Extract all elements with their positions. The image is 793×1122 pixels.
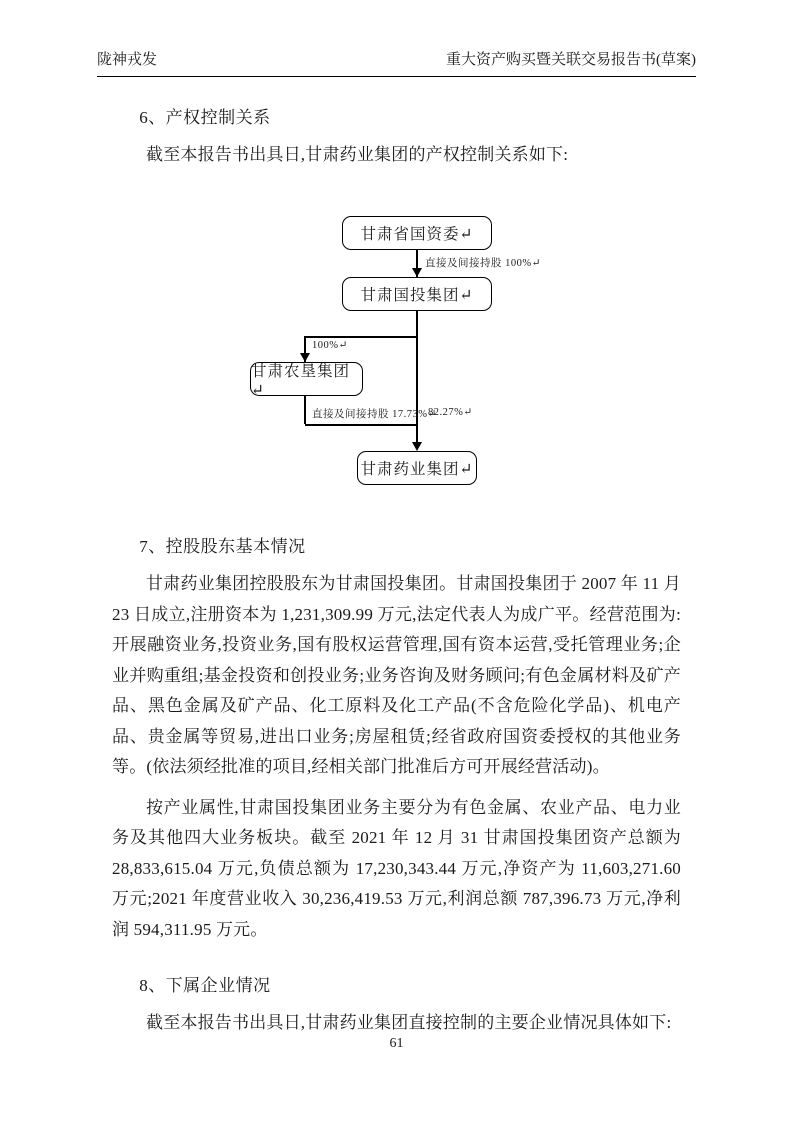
equity-control-diagram bbox=[112, 170, 681, 506]
header-company-name: 陇神戎发 bbox=[97, 52, 158, 68]
page-number: 61 bbox=[389, 1036, 404, 1051]
diagram-node-gansu-guotou: 甘肃国投集团↵ bbox=[342, 277, 492, 311]
header-report-title: 重大资产购买暨关联交易报告书(草案) bbox=[446, 52, 696, 68]
edge-label-17.73pct-direct-indirect: 直接及间接持股 17.73%↵ bbox=[312, 409, 437, 421]
diagram-node-gansu-yaoye: 甘肃药业集团↵ bbox=[357, 451, 477, 485]
connector-branch-top bbox=[305, 336, 417, 338]
page-header bbox=[97, 48, 696, 77]
section-6-heading: 6、产权控制关系 bbox=[139, 108, 271, 127]
connector-guotou-to-yaoye bbox=[416, 311, 418, 442]
edge-label-82.27pct: 82.27%↵ bbox=[428, 407, 473, 419]
section-7-paragraph-1: 甘肃药业集团控股股东为甘肃国投集团。甘肃国投集团于 2007 年 11 月 23 日成立,注册资本为 1,231,309.99 万元,法定代表人为成广平。经营范围为:开展融资业务,投资业务,国有股权运营管理,国有资本运营,受托管理业务;企业并购重组;基金投资和创投业务;业务咨询及财务顾问;有色金属材料及矿产品、黑色金属及矿产品、化工原料及化工产品(不含危险化学品)、机电产品、贵金属等贸易,进出口业务;房屋租赁;经省政府国资委授权的其他业务等。(依法须经批准的项目,经相关部门批准后方可开展经营活动)。 bbox=[112, 574, 681, 777]
page-footer bbox=[0, 1036, 793, 1052]
section-6-intro-paragraph: 截至本报告书出具日,甘肃药业集团的产权控制关系如下: bbox=[146, 144, 569, 164]
arrowhead-down-icon bbox=[412, 442, 422, 451]
section-7-heading: 7、控股股东基本情况 bbox=[139, 537, 306, 557]
diagram-node-gansu-sasac: 甘肃省国资委↵ bbox=[342, 216, 492, 250]
section-7-paragraph-2: 按产业属性,甘肃国投集团业务主要分为有色金属、农业产品、电力业务及其他四大业务板块。截至 2021 年 12 月 31 甘肃国投集团资产总额为 28,833,615.04 万元,负债总额为 17,230,343.44 万元,净资产为 11,603,271.60 万元;2021 年度营业收入 30,236,419.53 万元,利润总额 787,396.73 万元,净利润 594,311.95 万元。 bbox=[112, 797, 681, 939]
document-body bbox=[112, 106, 681, 1038]
arrowhead-down-icon bbox=[412, 268, 422, 277]
diagram-node-gansu-nongken: 甘肃农垦集团↵ bbox=[250, 362, 363, 396]
edge-label-100pct: 100%↵ bbox=[312, 340, 348, 352]
edge-label-100pct-direct-indirect: 直接及间接持股 100%↵ bbox=[425, 258, 541, 270]
connector-branch-bottom bbox=[305, 424, 417, 426]
section-8-heading: 8、下属企业情况 bbox=[139, 976, 271, 996]
section-8-intro-paragraph: 截至本报告书出具日,甘肃药业集团直接控制的主要企业情况具体如下: bbox=[146, 1012, 672, 1032]
